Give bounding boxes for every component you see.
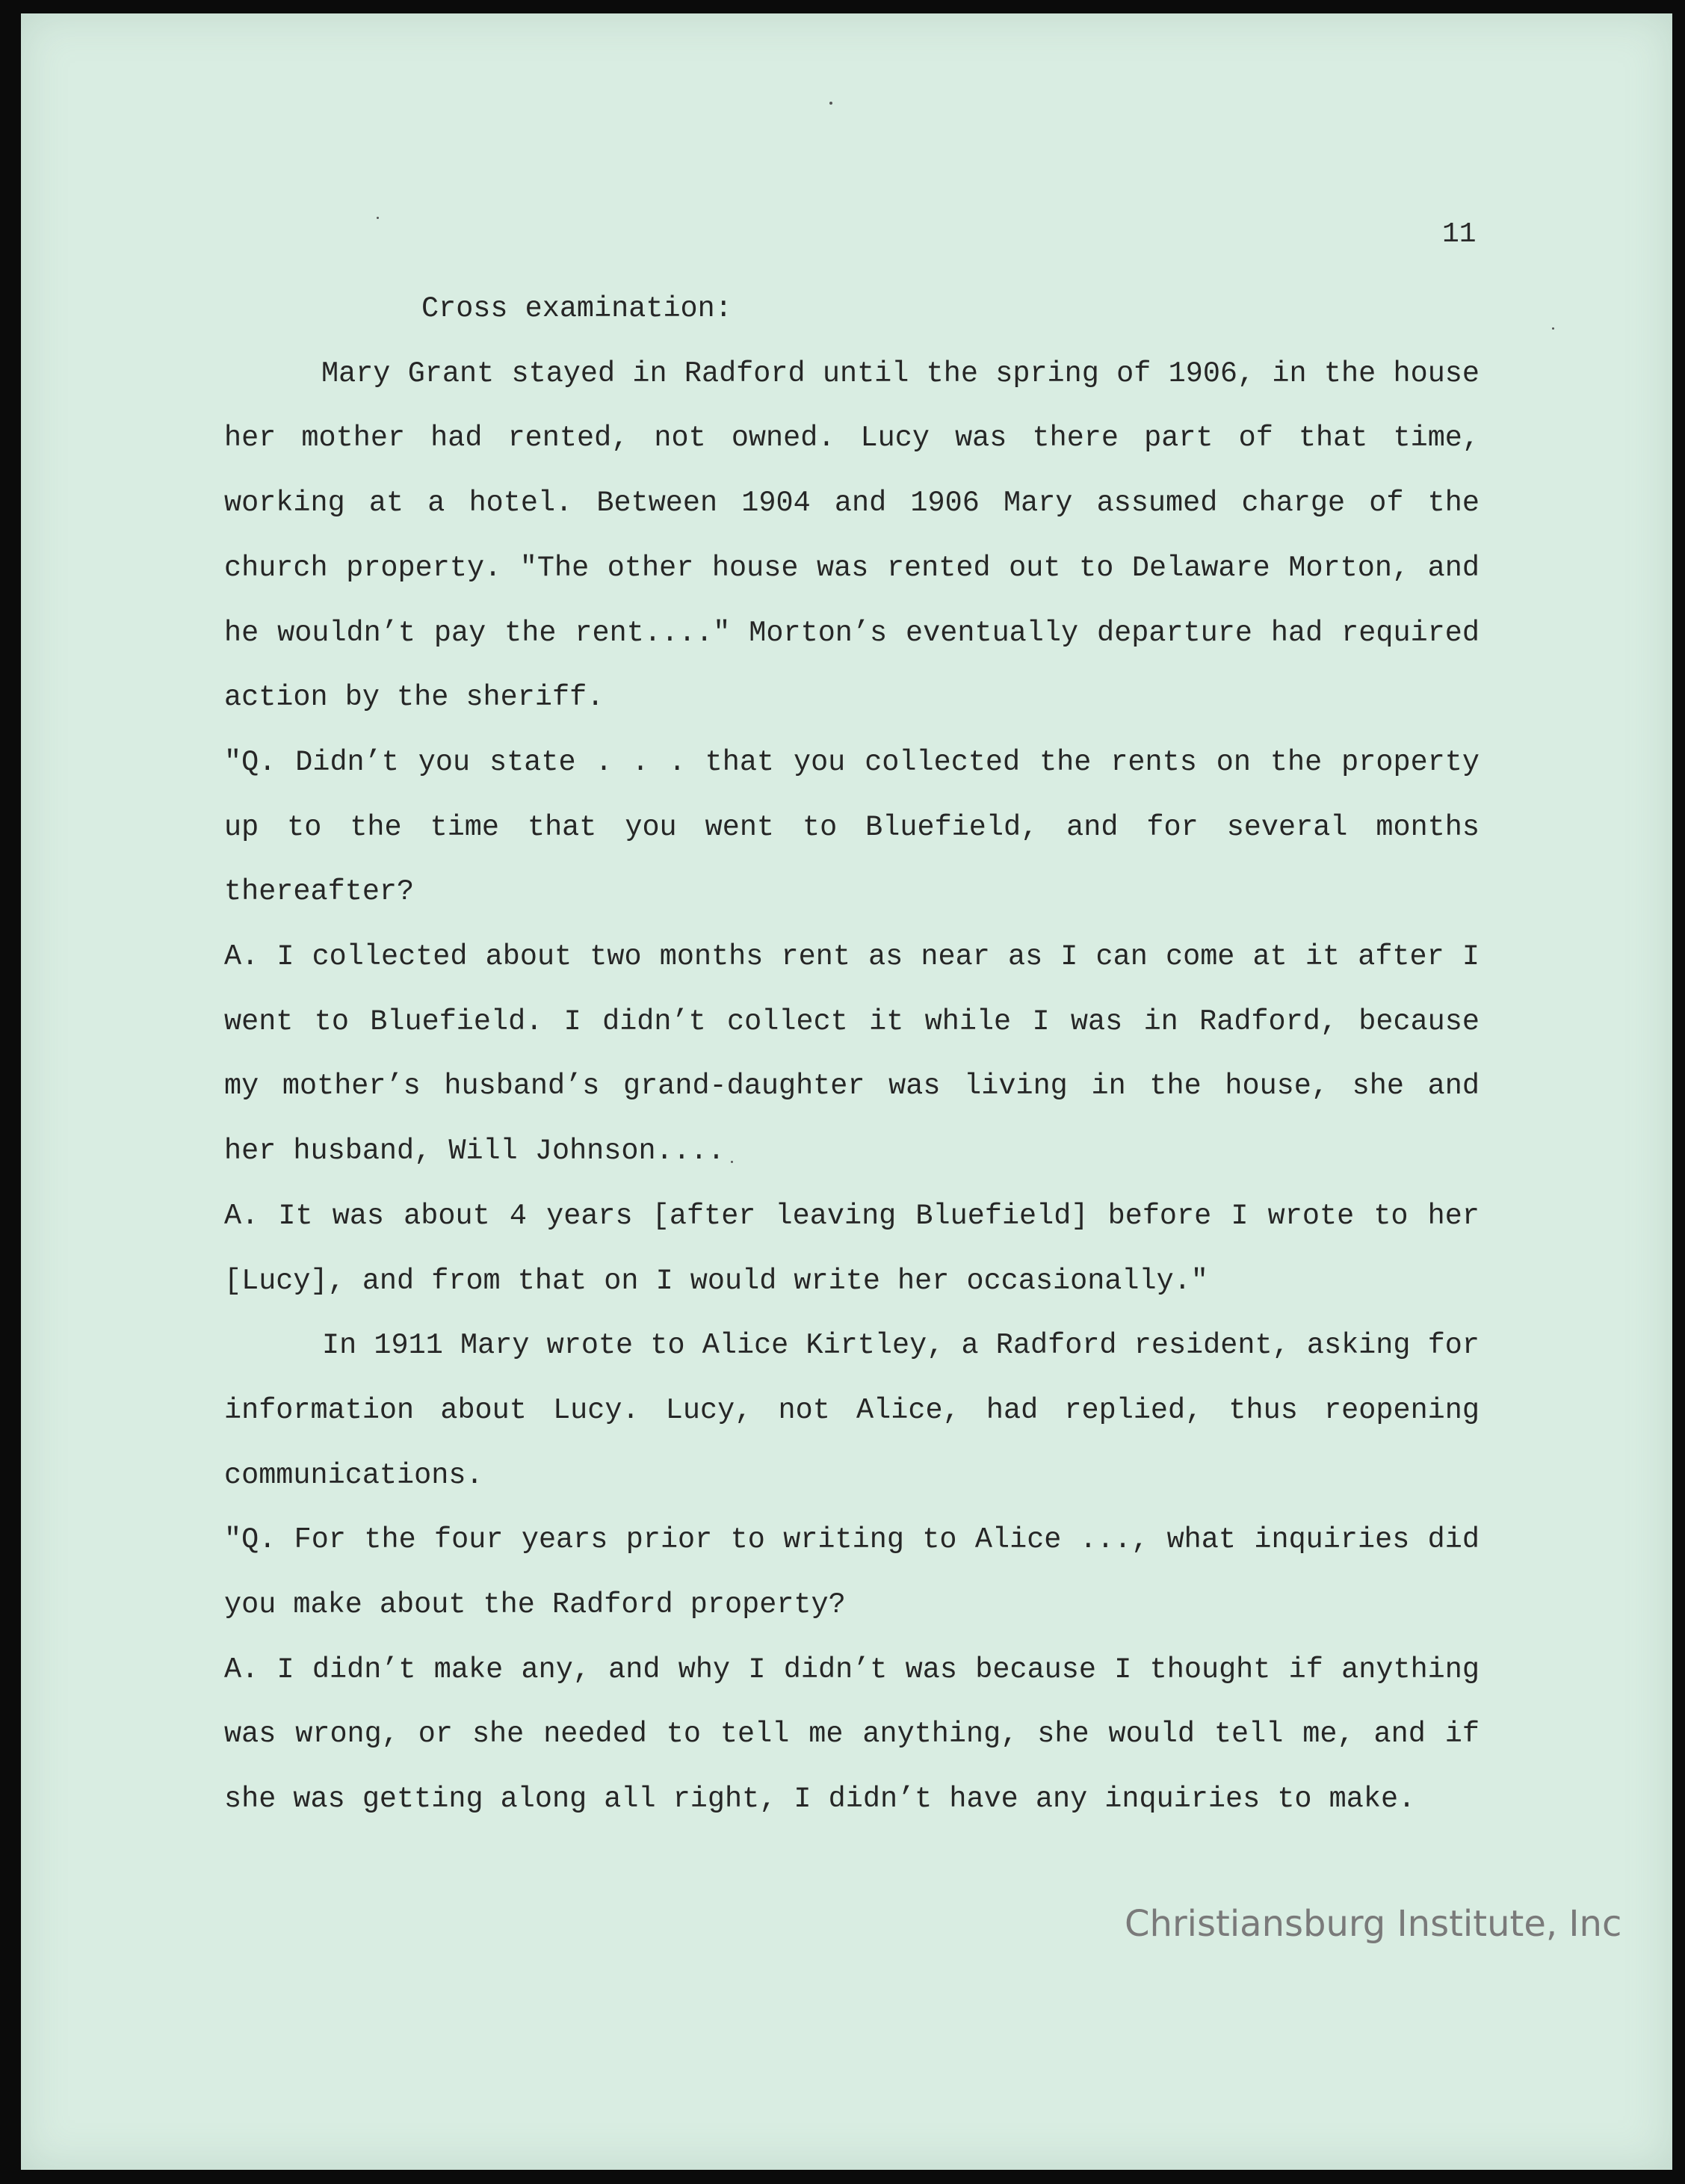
testimony-question: "Q. Didn’t you state . . . that you collected the rents on the property up to the time that you went to Bluefield, and for several months thereafter? <box>224 745 1480 909</box>
paragraph: Mary Grant stayed in Radford until the spring of 1906, in the house her mother had rented, not owned. Lucy was there part of that time, working at a hotel. Between 1904 and 1906 Mary assumed charge of the church property. "The other house was rented out to Delaware Morton, and he wouldn’t pay the rent...." Morton’s eventually departure had required action by the sheriff. <box>224 357 1480 715</box>
paper-speck <box>377 217 379 219</box>
watermark: Christiansburg Institute, Inc <box>1125 1903 1622 1945</box>
testimony-answer: A. I didn’t make any, and why I didn’t was because I thought if anything was wrong, or she needed to tell me anything, she would tell me, and if she was getting along all right, I didn’t have any inquiries to make. <box>224 1653 1480 1816</box>
paper-speck <box>1552 327 1554 330</box>
paragraph: In 1911 Mary wrote to Alice Kirtley, a Radford resident, asking for information about Lucy. Lucy, not Alice, had replied, thus reopening communications. <box>224 1329 1480 1492</box>
page-number: 11 <box>1442 218 1477 250</box>
testimony-answer: A. I collected about two months rent as near as I can come at it after I went to Bluefield. I didn’t collect it while I was in Radford, because my mother’s husband’s grand-daughter was living in the house, she and her husband, Will Johnson.... <box>224 940 1480 1168</box>
paper-speck <box>829 102 832 105</box>
testimony-question: "Q. For the four years prior to writing to Alice ..., what inquiries did you make about the Radford property? <box>224 1523 1480 1622</box>
testimony-answer: A. It was about 4 years [after leaving Bluefield] before I wrote to her [Lucy], and from that on I would write her occasionally." <box>224 1199 1480 1298</box>
section-heading: Cross examination: <box>421 292 732 325</box>
document-body <box>224 277 1480 1832</box>
